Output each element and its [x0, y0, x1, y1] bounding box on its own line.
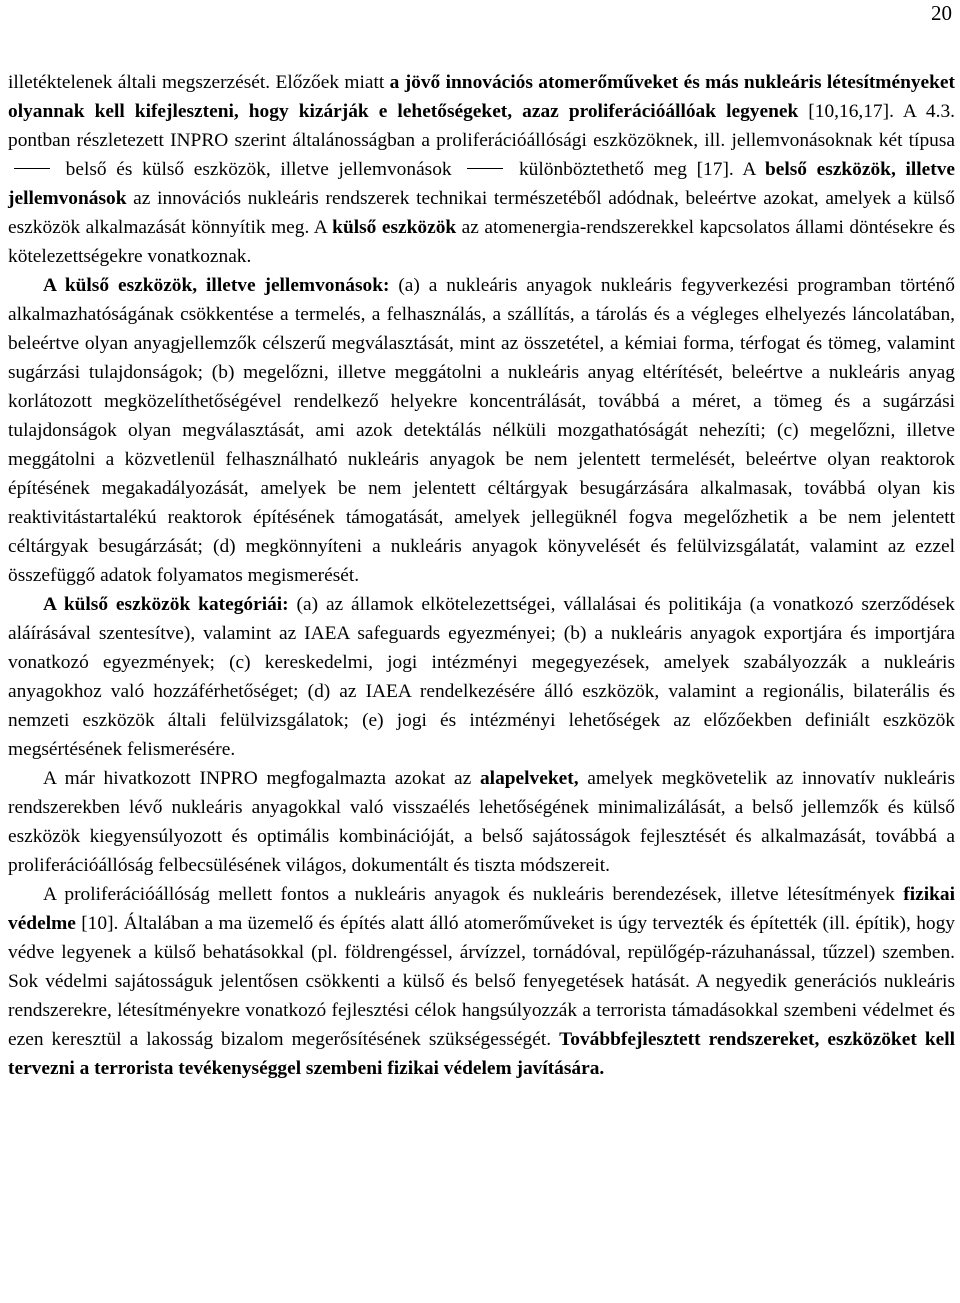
text-run: különböztethető meg [17]. A [518, 159, 765, 180]
page-number: 20 [931, 1, 952, 25]
bold-text: belső eszközök, illetve jellemvonások [8, 159, 955, 209]
bold-text: alapelveket, [479, 768, 579, 789]
bold-text: fizikai védelme [8, 884, 955, 934]
text-run: az atomenergia-rendszerekkel kapcsolatos állami döntésekre és kötelezettségekre vonatkoznak. [8, 217, 955, 267]
paragraph [8, 590, 955, 764]
text-run: A már hivatkozott INPRO megfogalmazta azokat az [43, 768, 480, 789]
text-run: (a) az államok elkötelezettségei, vállalásai és politikája (a vonatkozó szerződések aláírásával szentesítve), valamint az IAEA safeguards egyezményei; (b) a nukleáris anyagok exportjára és importjára vonatkozó egyezmények; (c) kereskedelmi, jogi intézményi megegyezések, amelyek szabályozzák a nukleáris anyagokhoz való hozzáférhetőséget; (d) az IAEA rendelkezésére álló eszközök, valamint a regionális, bilaterális és nemzeti eszközök általi felülvizsgálatok; (e) jogi és intézményi lehetőségek az előzőekben definiált eszközök megsértésének felismerésére. [8, 594, 955, 760]
text-run: amelyek megkövetelik az innovatív nukleáris rendszerekben lévő nukleáris anyagokkal való visszaélés lehetőségének minimalizálását, a belső jellemzők és külső eszközök kiegyensúlyozott és optimális kombinációját, a belső sajátosságok fejlesztését és alkalmazását, továbbá a proliferációállóság felbecsülésének világos, dokumentált és tiszta módszereit. [8, 768, 955, 876]
text-run: illetéktelenek általi megszerzését. Előzőek miatt [8, 72, 390, 93]
page-body [8, 68, 955, 1083]
bold-text: külső eszközök [332, 217, 457, 238]
text-run: az innovációs nukleáris rendszerek technikai természetéből adódnak, beleértve azokat, amelyek a külső eszközök alkalmazását könnyítik meg. A [8, 188, 955, 238]
text-run: belső és külső eszközök, illetve jellemvonások [65, 159, 452, 180]
bold-text: A külső eszközök, illetve jellemvonások: [43, 275, 390, 296]
paragraph [8, 271, 955, 590]
paragraph [8, 68, 955, 271]
bold-text: Továbbfejlesztett rendszereket, eszközöket kell tervezni a terrorista tevékenységgel szembeni fizikai védelem javítására. [8, 1029, 955, 1079]
paragraph [8, 764, 955, 880]
text-run: (a) a nukleáris anyagok nukleáris fegyverkezési programban történő alkalmazhatóságának csökkentése a termelés, a felhasználás, a szállítás, a tárolás és a végleges elhelyezés láncolatában, beleértve olyan anyagjellemzők célszerű megválasztását, mint az összetétel, a kémiai forma, térfogat és tömeg, valamint sugárzási tulajdonságok; (b) megelőzni, illetve meggátolni a nukleáris anyag eltérítését, beleértve a nukleáris anyag korlátozott megközelíthetőségével rendelkező helyekre koncentrálását, továbbá a méret, a tömeg és a sugárzási tulajdonságok olyan megválasztását, ami azok detektálás nélküli mozgathatóságát nehezíti; (c) megelőzni, illetve meggátolni a közvetlenül felhasználható nukleáris anyagok be nem jelentett termelését, beleértve olyan reaktorok építésének megakadályozását, amelyek be nem jelentett céltárgyak besugárzására alkalmasak, továbbá olyan kis reaktivitástartalékú reaktorok építésének támogatását, amelyek jellegüknél fogva megelőzhetik a be nem jelentett céltárgyak besugárzását; (d) megkönnyíteni a nukleáris anyagok könyvelését és felülvizsgálatát, valamint az ezzel összefüggő adatok folyamatos megismerését. [8, 275, 955, 586]
em-dash [467, 168, 503, 169]
em-dash [14, 168, 50, 169]
paragraph [8, 880, 955, 1083]
text-run: A proliferációállóság mellett fontos a nukleáris anyagok és nukleáris berendezések, illetve létesítmények [43, 884, 904, 905]
bold-text: A külső eszközök kategóriái: [43, 594, 289, 615]
bold-text: a jövő innovációs atomerőműveket és más nukleáris létesítményeket olyannak kell kifejleszteni, hogy kizárják e lehetőségeket, azaz proliferációállóak legyenek [8, 72, 955, 122]
text-run: [10,16,17]. A 4.3. pontban részletezett INPRO szerint általánosságban a proliferációállósági eszközöknek, ill. jellemvonásoknak két típusa [8, 101, 955, 151]
text-run: [10]. Általában a ma üzemelő és építés alatt álló atomerőműveket is úgy tervezték és építették (ill. építik), hogy védve legyenek a külső behatásokkal (pl. földrengéssel, árvízzel, tornádóval, repülőgép-rázuhanással, tűzzel) szemben. Sok védelmi sajátosságuk jelentősen csökkenti a külső és belső fenyegetések hatását. A negyedik generációs nukleáris rendszerekre, létesítményekre vonatkozó fejlesztési célok hangsúlyozzák a terrorista támadásokkal szembeni védelmet és ezen keresztül a lakosság bizalom megerősítésének szükségességét. [8, 913, 955, 1050]
